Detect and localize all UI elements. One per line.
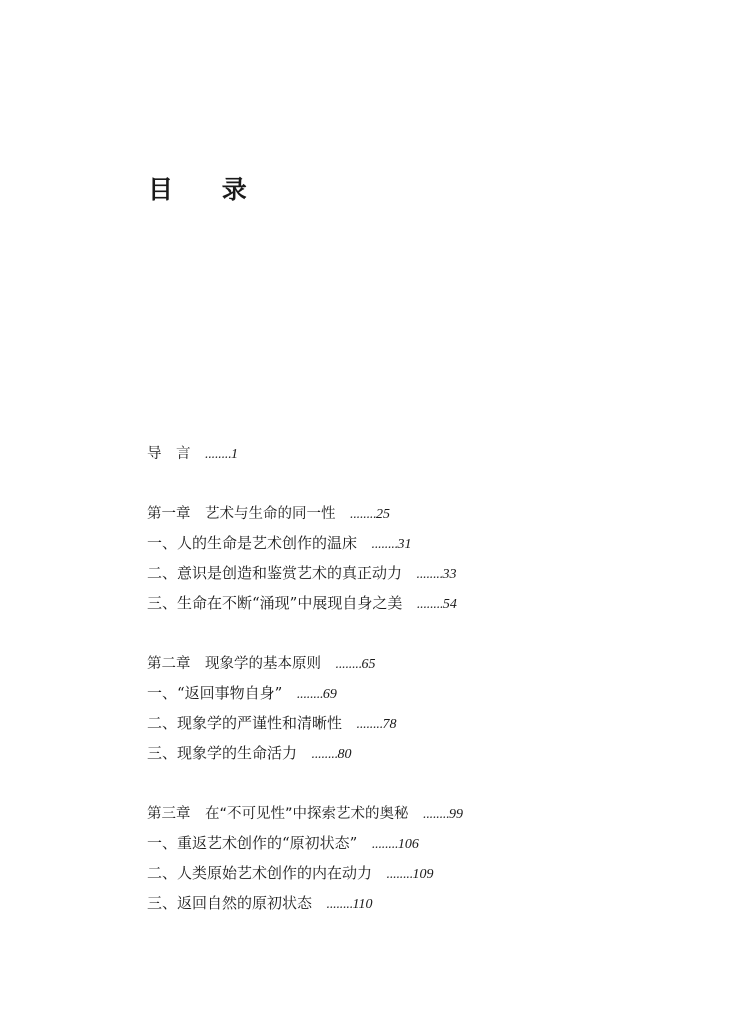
toc-entry-label: 第三章 在“不可见性”中探索艺术的奥秘 bbox=[147, 806, 409, 822]
toc-entry-chapter-1[interactable] bbox=[147, 503, 390, 525]
toc-entry-label: 第一章 艺术与生命的同一性 bbox=[147, 506, 336, 522]
toc-leader-dots: ........ bbox=[335, 657, 362, 671]
toc-entry-label: 第二章 现象学的基本原则 bbox=[147, 656, 321, 672]
toc-entry-section[interactable] bbox=[147, 713, 397, 735]
toc-leader-dots: ........ bbox=[386, 867, 413, 881]
toc-entry-label: 一、“返回事物自身” bbox=[147, 684, 283, 702]
toc-page-number: 99 bbox=[449, 807, 464, 822]
toc-leader-dots: ........ bbox=[296, 687, 323, 701]
toc-page-number: 25 bbox=[376, 507, 391, 522]
toc-leader-dots: ........ bbox=[422, 807, 450, 821]
toc-entry-section[interactable] bbox=[147, 833, 419, 855]
toc-leader-dots: ........ bbox=[326, 897, 353, 911]
toc-page-number: 110 bbox=[352, 897, 373, 912]
toc-page-number: 54 bbox=[442, 597, 457, 612]
toc-entry-section[interactable] bbox=[147, 863, 434, 885]
toc-leader-dots: ........ bbox=[204, 447, 232, 461]
toc-entry-section[interactable] bbox=[147, 743, 352, 765]
toc-entry-chapter-3[interactable] bbox=[147, 803, 463, 825]
toc-page-number: 78 bbox=[382, 717, 397, 732]
toc-entry-section[interactable] bbox=[147, 533, 412, 555]
toc-entry-label: 三、生命在不断“涌现”中展现自身之美 bbox=[147, 594, 403, 612]
page-title: 目 录 bbox=[148, 175, 267, 204]
toc-page-number: 69 bbox=[322, 687, 337, 702]
toc-entry-chapter-2[interactable] bbox=[147, 653, 376, 675]
toc-entry-section[interactable] bbox=[147, 563, 457, 585]
toc-leader-dots: ........ bbox=[371, 537, 398, 551]
toc-entry-section[interactable] bbox=[147, 893, 373, 915]
toc-entry-label: 三、现象学的生命活力 bbox=[147, 744, 298, 762]
toc-entry-section[interactable] bbox=[147, 683, 337, 705]
toc-leader-dots: ........ bbox=[416, 597, 443, 611]
toc-entry-label: 二、现象学的严谨性和清晰性 bbox=[147, 714, 343, 732]
toc-entry-label: 二、人类原始艺术创作的内在动力 bbox=[147, 864, 373, 882]
toc-entry-label: 三、返回自然的原初状态 bbox=[147, 894, 313, 912]
toc-entry-introduction[interactable] bbox=[147, 443, 238, 465]
toc-page-number: 31 bbox=[397, 537, 412, 552]
toc-page-number: 1 bbox=[231, 447, 239, 462]
toc-entry-label: 一、重返艺术创作的“原初状态” bbox=[147, 834, 358, 852]
toc-page-number: 109 bbox=[412, 867, 434, 882]
toc-leader-dots: ........ bbox=[349, 507, 377, 521]
toc-leader-dots: ........ bbox=[416, 567, 443, 581]
toc-leader-dots: ........ bbox=[356, 717, 383, 731]
toc-entry-label: 一、人的生命是艺术创作的温床 bbox=[147, 534, 358, 552]
toc-leader-dots: ........ bbox=[371, 837, 398, 851]
toc-page-number: 33 bbox=[442, 567, 457, 582]
toc-entry-section[interactable] bbox=[147, 593, 457, 615]
toc-page-number: 106 bbox=[397, 837, 419, 852]
toc-leader-dots: ........ bbox=[311, 747, 338, 761]
toc-page-number: 65 bbox=[361, 657, 376, 672]
toc-entry-label: 二、意识是创造和鉴赏艺术的真正动力 bbox=[147, 564, 403, 582]
toc-page-number: 80 bbox=[337, 747, 352, 762]
toc-entry-label: 导 言 bbox=[147, 446, 191, 462]
